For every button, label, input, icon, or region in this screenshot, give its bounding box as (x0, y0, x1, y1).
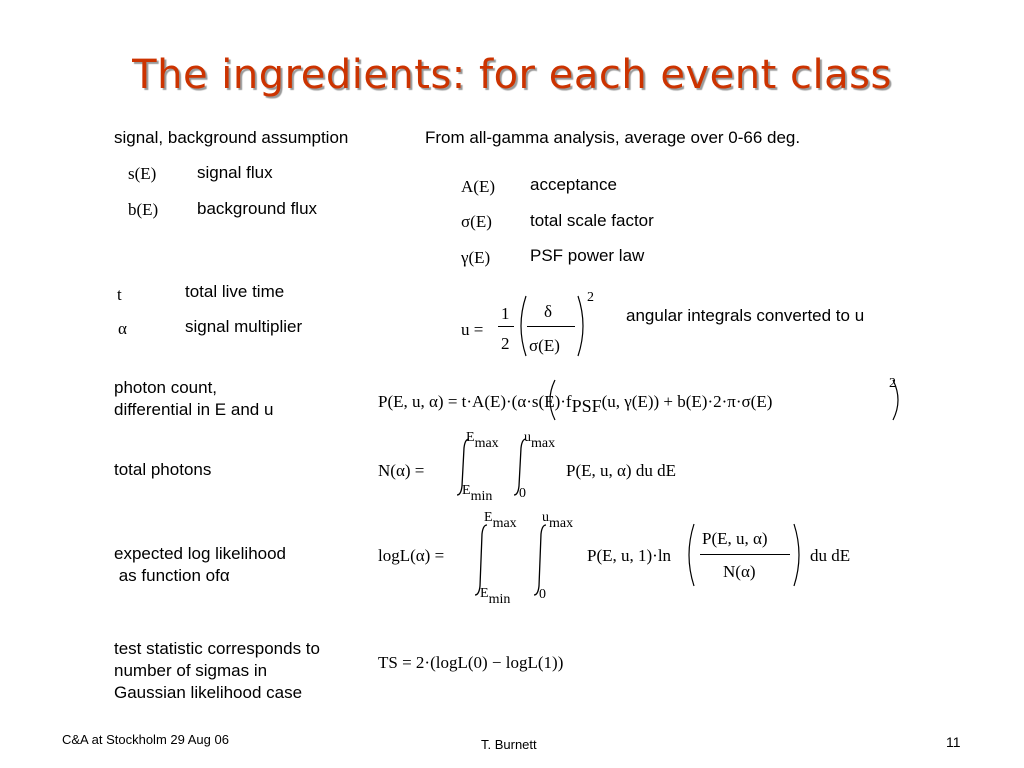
u-eq-half-num: 1 (501, 304, 510, 323)
logl-eq-Emin: Emin (480, 586, 511, 607)
acceptance-symbol: A(E) (461, 177, 495, 196)
background-flux-symbol: b(E) (128, 200, 159, 219)
n-eq-body: P(E, u, α) du dE (566, 461, 676, 480)
p-equation-psf: PSF (571, 396, 602, 416)
expected-loglike-label: expected log likelihood as function ofα (114, 544, 287, 585)
n-eq-Emin: Emin (462, 483, 493, 504)
live-time-symbol: t (117, 285, 122, 304)
acceptance-label: acceptance (530, 175, 617, 194)
slide-title: The ingredients: for each event class (132, 52, 892, 98)
signal-flux-label: signal flux (197, 163, 273, 182)
logl-eq-tail: du dE (810, 546, 851, 565)
u-eq-frac-line (527, 326, 575, 327)
footer-page-number: 11 (946, 734, 961, 750)
u-eq-half-line (498, 326, 514, 327)
test-statistic-label: test statistic corresponds to number of sigmas in Gaussian likelihood case (114, 639, 320, 702)
gamma-analysis-heading: From all-gamma analysis, average over 0-66 deg. (425, 128, 801, 147)
photon-count-label: photon count, differential in E and u (114, 378, 274, 419)
p-equation-parens (545, 378, 915, 422)
footer-left: C&A at Stockholm 29 Aug 06 (62, 732, 229, 747)
p-equation-exponent: 2 (889, 376, 896, 391)
assumption-heading: signal, background assumption (114, 128, 349, 147)
logl-eq-frac-den: N(α) (723, 562, 756, 581)
p-equation-part2: (u, γ(E)) + b(E)·2·π·σ(E) (601, 392, 773, 411)
u-eq-lhs: u = (461, 320, 484, 339)
alpha-symbol: α (118, 319, 127, 338)
u-eq-frac-num: δ (544, 302, 553, 321)
angular-integrals-label: angular integrals converted to u (626, 306, 865, 325)
logl-eq-frac-num: P(E, u, α) (702, 529, 768, 548)
logl-eq-zero: 0 (539, 587, 546, 602)
n-eq-zero: 0 (519, 486, 526, 501)
n-eq-lhs: N(α) = (378, 461, 425, 480)
u-eq-half-den: 2 (501, 334, 510, 353)
u-eq-exponent: 2 (587, 290, 594, 305)
logl-eq-frac-line (700, 554, 790, 555)
u-eq-frac-den: σ(E) (529, 336, 560, 355)
logl-eq-Emax: Emax (484, 510, 517, 531)
signal-multiplier-label: signal multiplier (185, 317, 303, 336)
background-flux-label: background flux (197, 199, 318, 218)
logl-eq-body: P(E, u, 1)·ln (587, 546, 672, 565)
logl-eq-umax: umax (542, 510, 574, 531)
signal-flux-symbol: s(E) (128, 164, 157, 183)
logl-eq-lhs: logL(α) = (378, 546, 445, 565)
n-eq-Emax: Emax (466, 430, 499, 451)
ts-equation: TS = 2·(logL(0) − logL(1)) (378, 653, 564, 672)
live-time-label: total live time (185, 282, 285, 301)
scale-factor-label: total scale factor (530, 211, 654, 230)
p-equation-part1: P(E, u, α) = t·A(E)·(α·s(E)·f (378, 392, 572, 411)
psf-power-symbol: γ(E) (461, 248, 491, 267)
psf-power-label: PSF power law (530, 246, 645, 265)
footer-center: T. Burnett (481, 737, 537, 752)
n-eq-umax: umax (524, 430, 556, 451)
total-photons-label: total photons (114, 460, 212, 479)
scale-factor-symbol: σ(E) (461, 212, 492, 231)
